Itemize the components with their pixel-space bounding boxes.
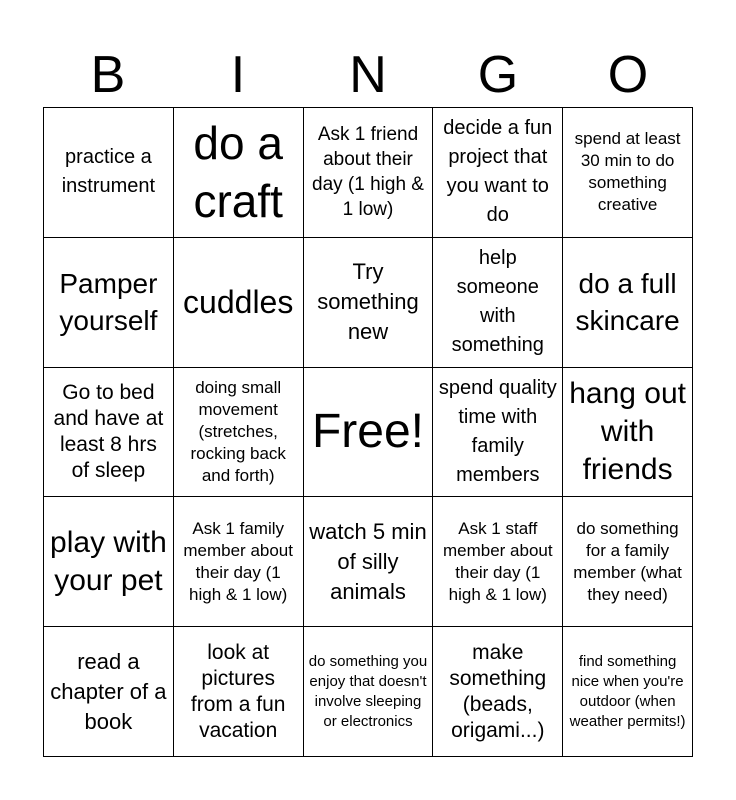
bingo-cell[interactable] xyxy=(44,497,174,627)
cell-text: Ask 1 friend about their day (1 high & 1 low) xyxy=(312,124,424,221)
bingo-cell[interactable] xyxy=(563,368,693,498)
free-space-text: Free! xyxy=(311,404,424,458)
cell-text: do something you enjoy that doesn't involve sleeping or electronics xyxy=(308,652,428,730)
bingo-cell[interactable] xyxy=(563,627,693,757)
cell-text: help someone with something xyxy=(451,247,544,357)
cell-text: spend at least 30 min to do something creative xyxy=(574,129,681,215)
bingo-cell[interactable] xyxy=(304,108,434,238)
bingo-cell[interactable] xyxy=(174,238,304,368)
bingo-cell[interactable] xyxy=(44,368,174,498)
header-letter-i: I xyxy=(230,46,246,104)
bingo-cell[interactable] xyxy=(563,497,693,627)
header-letter-b: B xyxy=(90,46,126,104)
cell-text: Pamper yourself xyxy=(59,268,158,337)
cell-text: play with your pet xyxy=(50,525,167,597)
header-letter-n: N xyxy=(349,46,387,104)
cell-text: do a craft xyxy=(193,117,283,228)
bingo-cell[interactable] xyxy=(44,627,174,757)
bingo-header xyxy=(43,44,693,106)
bingo-cell[interactable] xyxy=(304,238,434,368)
bingo-cell[interactable] xyxy=(174,627,304,757)
cell-text: practice a instrument xyxy=(61,146,156,198)
bingo-cell[interactable] xyxy=(174,497,304,627)
bingo-cell[interactable] xyxy=(174,108,304,238)
cell-text: read a chapter of a book xyxy=(50,648,167,734)
bingo-board xyxy=(43,107,693,757)
bingo-cell[interactable] xyxy=(433,627,563,757)
cell-text: hang out with friends xyxy=(569,376,686,486)
bingo-cell[interactable] xyxy=(433,368,563,498)
header-letter-g: G xyxy=(477,46,519,104)
bingo-cell[interactable] xyxy=(174,368,304,498)
cell-text: make something (beads, origami...) xyxy=(449,640,547,742)
bingo-cell[interactable] xyxy=(44,238,174,368)
bingo-cell[interactable] xyxy=(304,497,434,627)
bingo-cell[interactable] xyxy=(433,238,563,368)
cell-text: do something for a family member (what they need) xyxy=(573,518,682,604)
cell-text: Ask 1 staff member about their day (1 high & 1 low) xyxy=(442,518,553,604)
free-space[interactable] xyxy=(304,368,434,498)
cell-text: find something nice when you're outdoor (when weather permits!) xyxy=(569,652,686,730)
cell-text: Ask 1 family member about their day (1 high & 1 low) xyxy=(183,518,293,604)
cell-text: look at pictures from a fun vacation xyxy=(190,640,286,742)
bingo-cell[interactable] xyxy=(563,108,693,238)
cell-text: doing small movement (stretches, rocking back and forth) xyxy=(190,377,286,485)
bingo-cell[interactable] xyxy=(563,238,693,368)
cell-text: spend quality time with family members xyxy=(438,376,557,486)
cell-text: do a full skincare xyxy=(575,268,680,337)
cell-text: Try something new xyxy=(317,259,419,345)
bingo-cell[interactable] xyxy=(433,108,563,238)
cell-text: cuddles xyxy=(183,283,294,320)
cell-text: Go to bed and have at least 8 hrs of sleep xyxy=(53,380,164,482)
bingo-cell[interactable] xyxy=(304,627,434,757)
bingo-cell[interactable] xyxy=(433,497,563,627)
cell-text: decide a fun project that you want to do xyxy=(443,117,553,227)
cell-text: watch 5 min of silly animals xyxy=(309,518,427,604)
header-letter-o: O xyxy=(607,46,649,104)
bingo-cell[interactable] xyxy=(44,108,174,238)
